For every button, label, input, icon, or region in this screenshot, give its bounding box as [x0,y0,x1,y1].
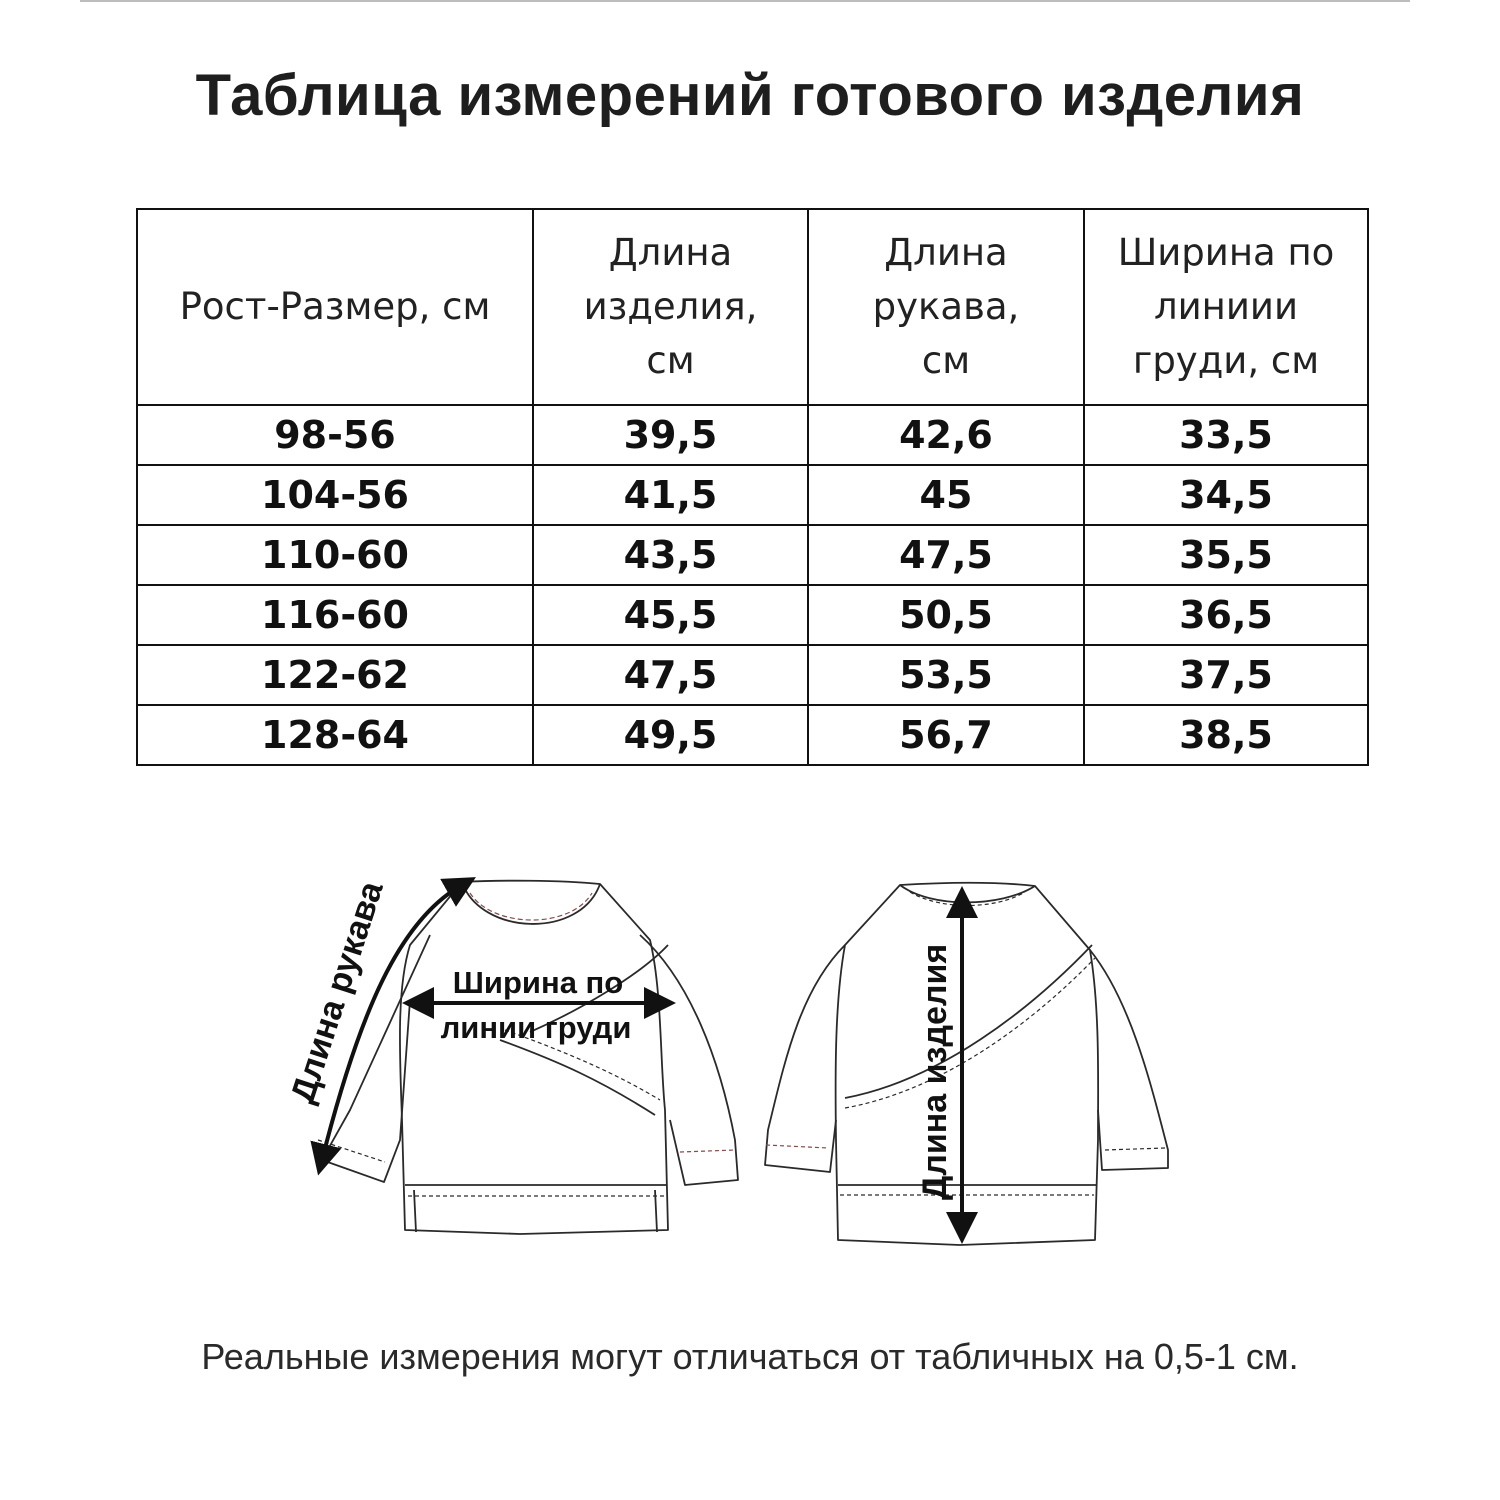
size-table [136,208,1369,766]
table-row [137,705,1368,765]
table-row [137,585,1368,645]
cell-size: 98-56 [137,405,533,465]
garment-sketch [260,855,1240,1285]
cell-sleeve-length: 45 [808,465,1084,525]
table-row [137,525,1368,585]
header-garment-length-text: Длина изделия, см [583,231,758,382]
cell-sleeve-length: 56,7 [808,705,1084,765]
cell-sleeve-length: 42,6 [808,405,1084,465]
header-sleeve-length [808,209,1084,405]
front-view-drawing [318,881,738,1234]
cell-garment-length: 43,5 [533,525,808,585]
table-row [137,645,1368,705]
cell-size: 128-64 [137,705,533,765]
measurement-note: Реальные измерения могут отличаться от табличных на 0,5-1 см. [201,1336,1299,1377]
back-view-drawing [765,883,1168,1245]
cell-garment-length: 49,5 [533,705,808,765]
cell-chest-width: 36,5 [1084,585,1368,645]
header-chest-width [1084,209,1368,405]
table-header-row [137,209,1368,405]
cell-garment-length: 45,5 [533,585,808,645]
cell-chest-width: 37,5 [1084,645,1368,705]
table-row [137,465,1368,525]
garment-length-label: Длина изделия [916,943,954,1200]
table-row [137,405,1368,465]
header-size: Рост-Размер, см [137,209,533,405]
cell-size: 116-60 [137,585,533,645]
header-chest-width-text: Ширина по линиии груди, см [1117,231,1335,382]
top-divider [80,0,1410,2]
chest-width-label-line2: линии груди [440,1010,632,1045]
cell-chest-width: 34,5 [1084,465,1368,525]
cell-chest-width: 35,5 [1084,525,1368,585]
cell-chest-width: 38,5 [1084,705,1368,765]
cell-garment-length: 39,5 [533,405,808,465]
page-title: Таблица измерений готового изделия [195,63,1305,128]
header-sleeve-length-text: Длина рукава, см [872,231,1020,382]
cell-size: 122-62 [137,645,533,705]
cell-garment-length: 41,5 [533,465,808,525]
cell-sleeve-length: 53,5 [808,645,1084,705]
header-garment-length [533,209,808,405]
cell-size: 110-60 [137,525,533,585]
cell-garment-length: 47,5 [533,645,808,705]
cell-chest-width: 33,5 [1084,405,1368,465]
cell-size: 104-56 [137,465,533,525]
cell-sleeve-length: 47,5 [808,525,1084,585]
chest-width-label-line1: Ширина по [452,965,624,1000]
cell-sleeve-length: 50,5 [808,585,1084,645]
sleeve-length-label: Длина рукава [283,876,391,1108]
